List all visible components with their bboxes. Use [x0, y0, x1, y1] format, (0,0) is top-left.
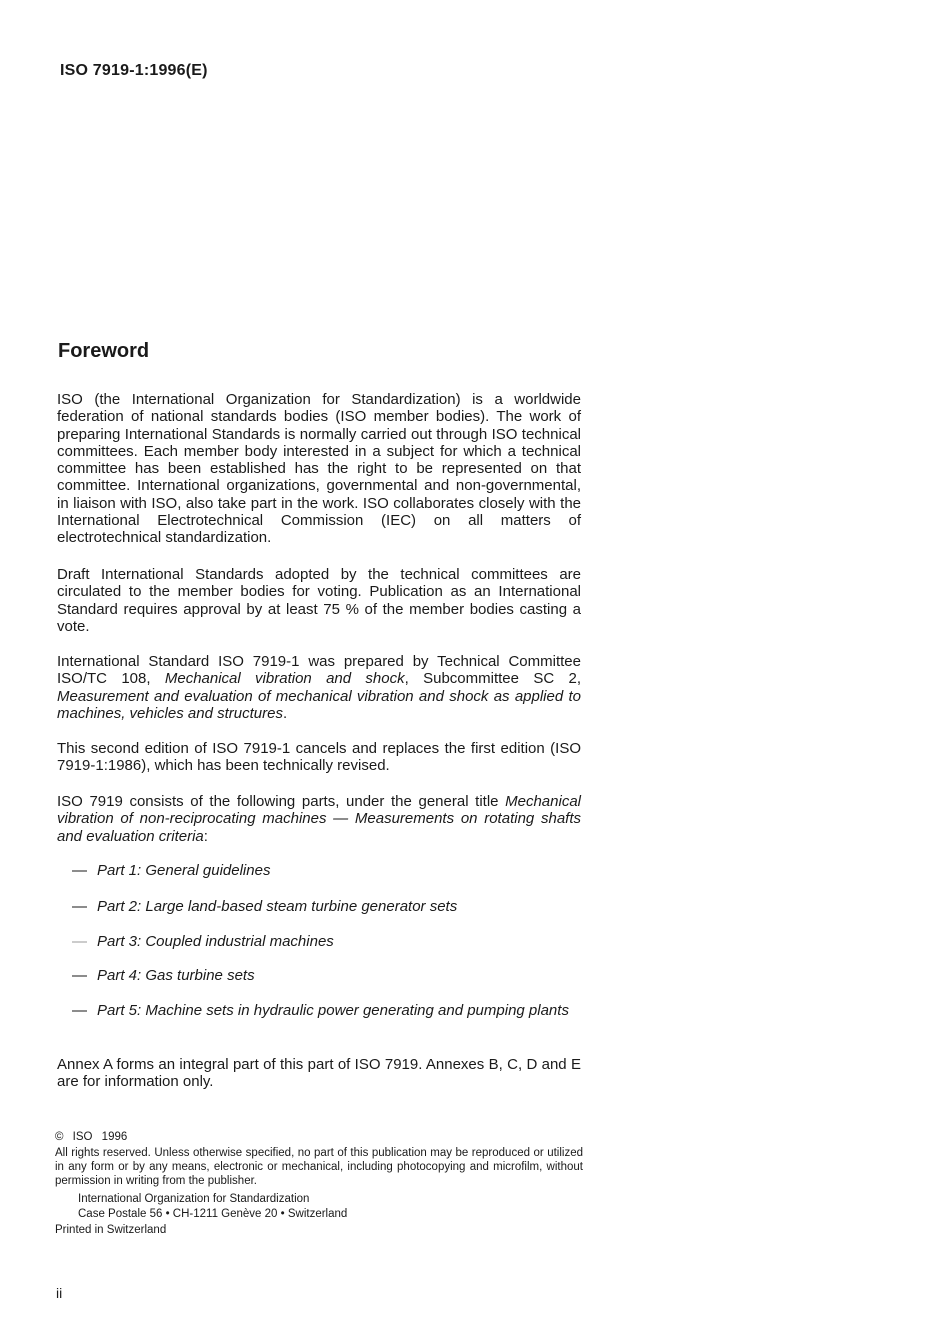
foreword-paragraph-2: Draft International Standards adopted by the technical committees are circulated to the member bodies for voting. Publication as an International Standard requires approval by at least 75 % of the member bodies casting a vote.	[57, 566, 581, 635]
page-number: ii	[56, 1285, 63, 1301]
part-title: Part 4: Gas turbine sets	[97, 967, 255, 984]
list-item	[72, 862, 581, 879]
foreword-paragraph-3	[57, 653, 581, 722]
publisher-block	[78, 1192, 347, 1222]
list-dash: —	[72, 1002, 87, 1019]
foreword-paragraph-6: Annex A forms an integral part of this part of ISO 7919. Annexes B, C, D and E are for information only.	[57, 1056, 581, 1091]
p5-text-a: ISO 7919 consists of the following parts, under the general title	[57, 793, 506, 810]
foreword-paragraph-1: ISO (the International Organization for Standardization) is a worldwide federation of national standards bodies (ISO member bodies). The work of preparing International Standards is normally carried out through ISO technical committees. Each member body interested in a subject for which a technical committee has been established has the right to be represented on that committee. International organizations, governmental and non-governmental, in liaison with ISO, also take part in the work. ISO collaborates closely with the International Electrotechnical Commission (IEC) on all matters of electrotechnical standardization.	[57, 391, 581, 547]
publisher-name: International Organization for Standardization	[78, 1193, 310, 1205]
section-title: Foreword	[58, 340, 150, 362]
publisher-address: Case Postale 56 • CH-1211 Genève 20 • Switzerland	[78, 1208, 348, 1220]
copyright-notice: All rights reserved. Unless otherwise specified, no part of this publication may be reproduced or utilized in any form or by any means, electronic or mechanical, including photocopying and microfilm, without permission in writing from the publisher.	[55, 1147, 583, 1187]
foreword-paragraph-5	[57, 793, 581, 845]
printed-in: Printed in Switzerland	[55, 1224, 167, 1236]
p5-text-c: :	[203, 827, 208, 845]
part-title: Part 1: General guidelines	[97, 862, 271, 879]
p3-text-e: .	[282, 704, 288, 722]
list-item	[72, 898, 581, 915]
p3-text-a: International Standard ISO 7919-1 was prepared by Technical Committee ISO/TC 108,	[57, 653, 581, 688]
document-identifier: ISO 7919-1:1996(E)	[60, 62, 208, 79]
list-dash: —	[72, 898, 87, 915]
part-title: Part 2: Large land-based steam turbine generator sets	[97, 898, 458, 915]
list-dash: —	[72, 933, 87, 950]
foreword-paragraph-4: This second edition of ISO 7919-1 cancels and replaces the first edition (ISO 7919-1:1986), which has been technically revised.	[57, 740, 581, 775]
list-dash: —	[72, 862, 87, 879]
general-title: Mechanical vibration of non-reciprocating machines — Measurements on rotating shafts and evaluation criteria	[57, 793, 581, 845]
list-item	[72, 967, 581, 984]
part-title: Part 5: Machine sets in hydraulic power generating and pumping plants	[97, 1002, 569, 1019]
committee-title: Mechanical vibration and shock	[164, 670, 405, 688]
list-item	[72, 933, 581, 950]
p3-text-c: , Subcommittee SC 2,	[404, 670, 581, 688]
list-dash: —	[72, 967, 87, 984]
copyright-line: © ISO 1996	[55, 1131, 128, 1143]
part-title: Part 3: Coupled industrial machines	[97, 933, 334, 950]
subcommittee-title: Measurement and evaluation of mechanical vibration and shock as applied to machines, vehicles and structures	[57, 687, 581, 722]
list-item	[72, 1002, 581, 1019]
